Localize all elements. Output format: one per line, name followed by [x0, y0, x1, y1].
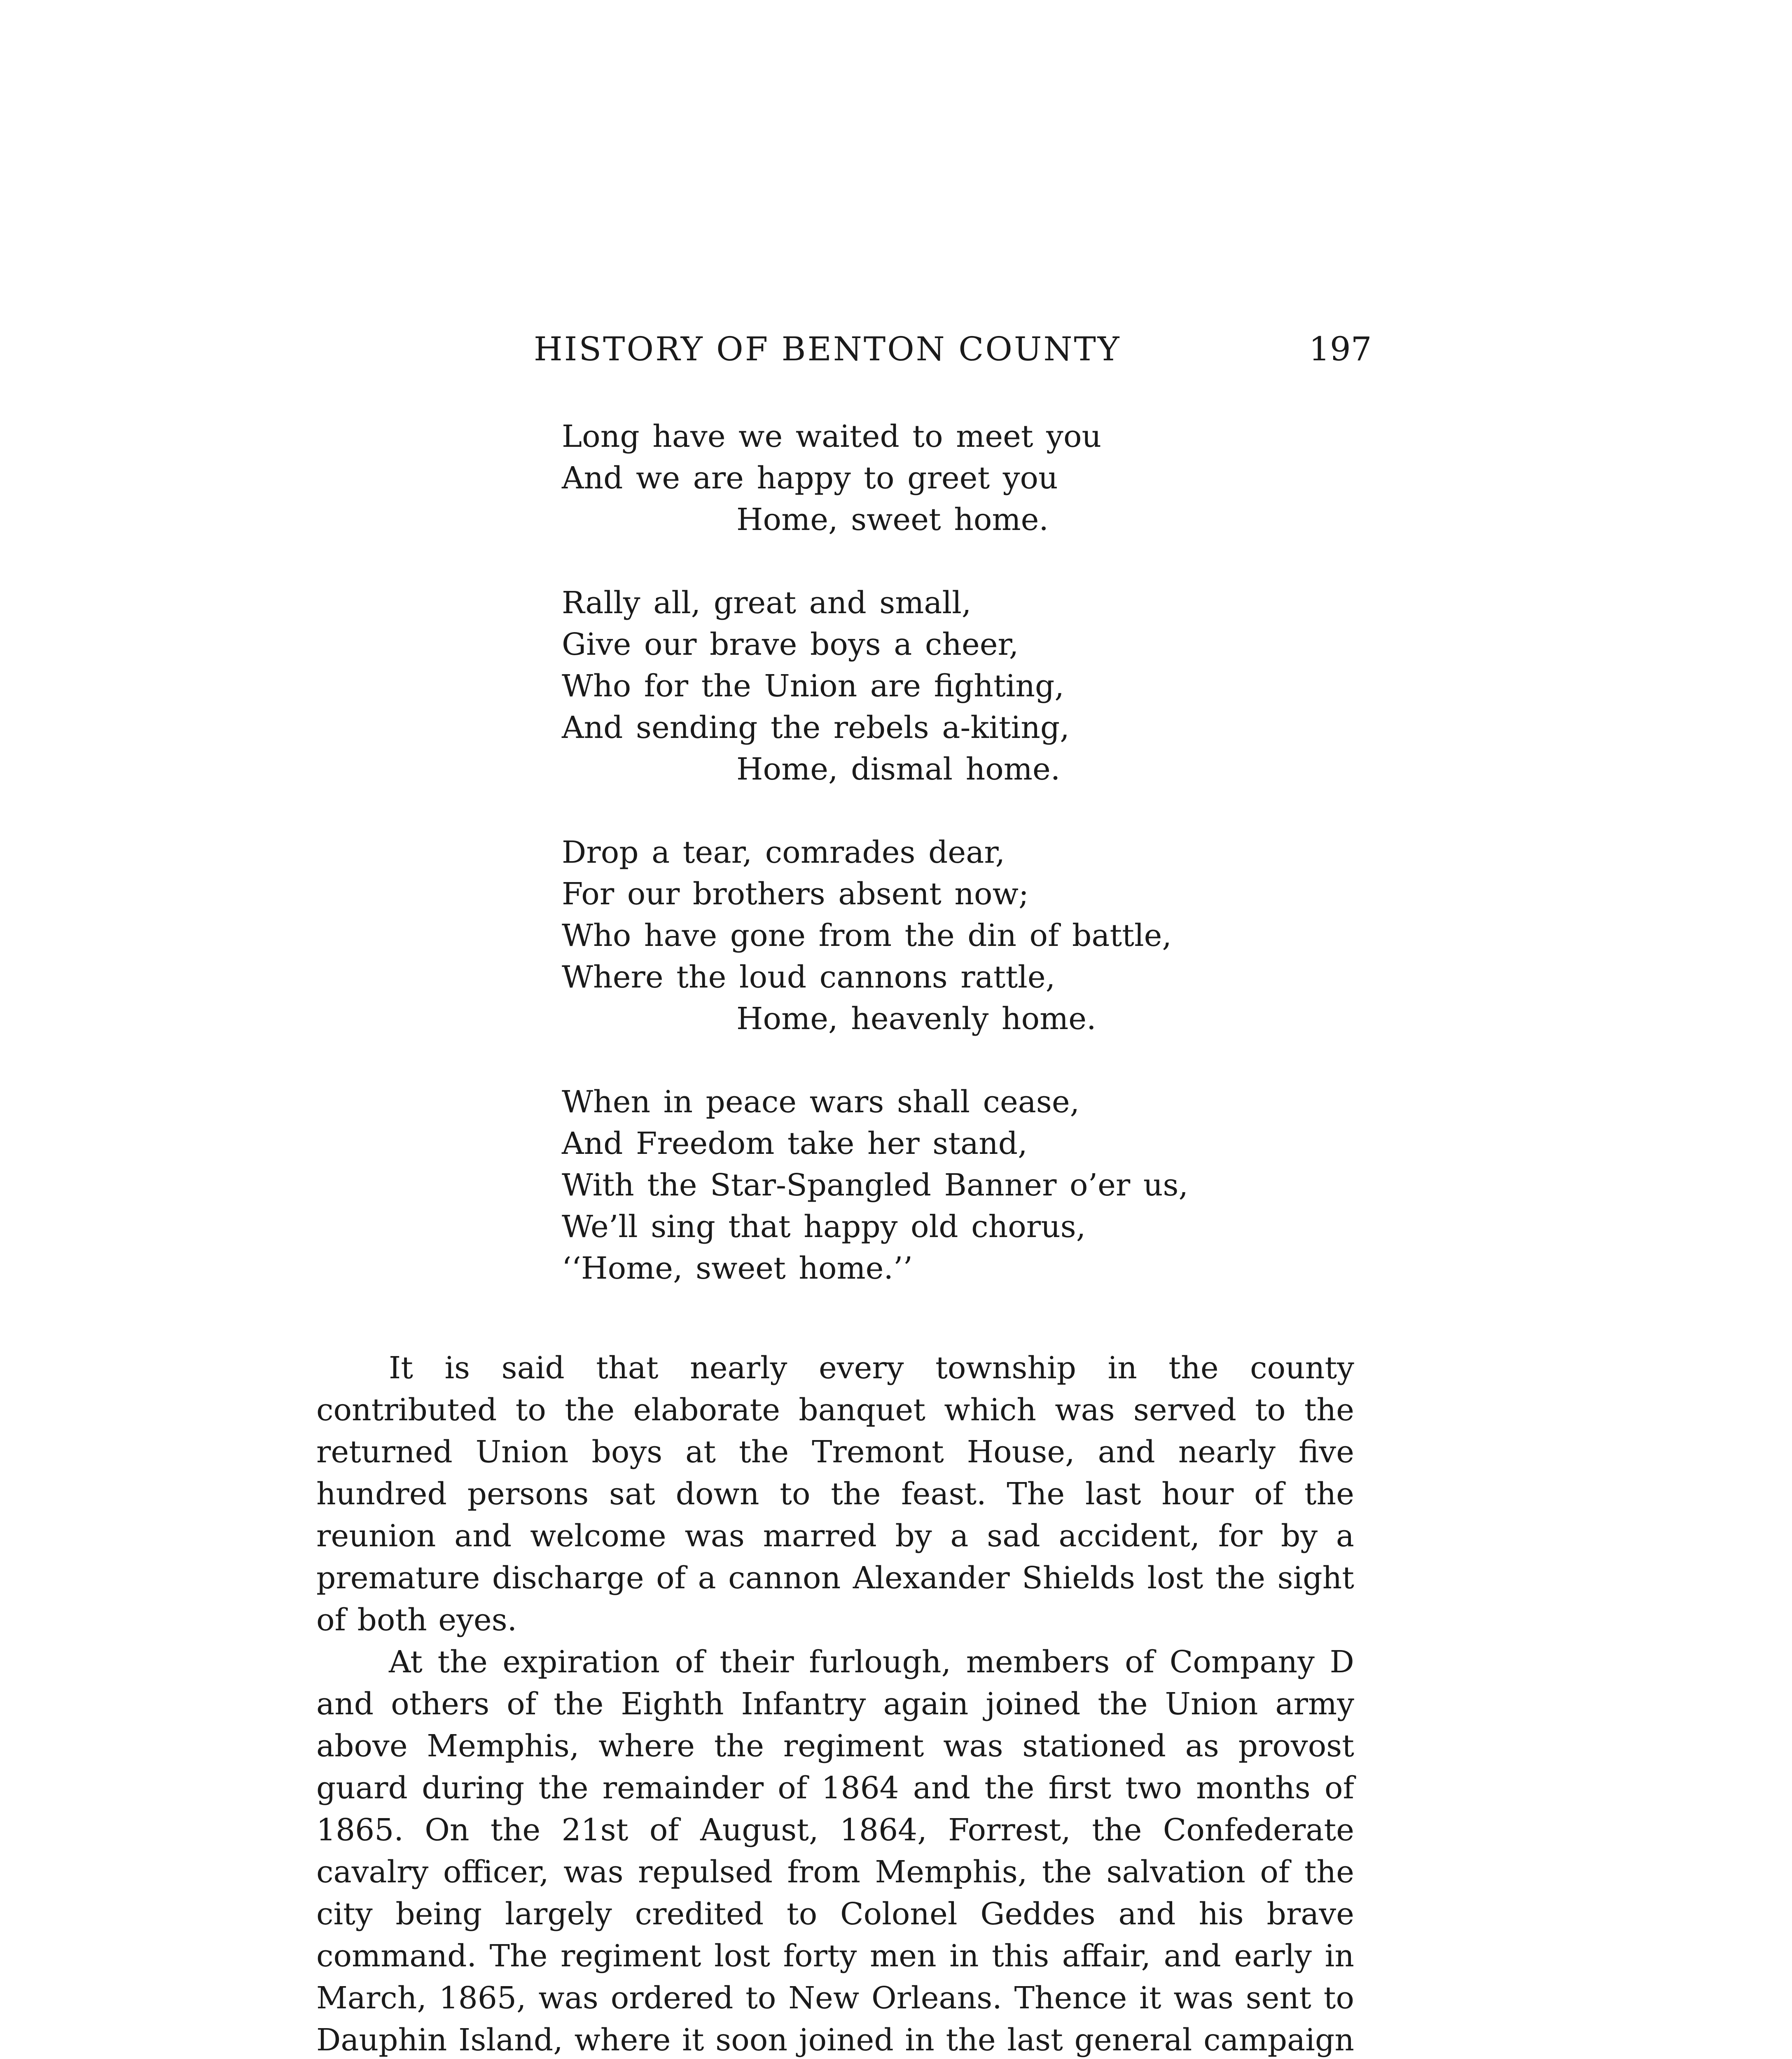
poem-line: We’ll sing that happy old chorus,	[562, 1209, 1086, 1244]
poem-line: Where the loud cannons rattle,	[562, 959, 1056, 995]
poem-line: With the Star-Spangled Banner o’er us,	[562, 1167, 1188, 1203]
paragraph-furlough: At the expiration of their furlough, members of Company D and others of the Eighth Infantry again joined the Union army above Memphis, where the regiment was stationed as provost guard during the remainder of 1864 and the first two months of 1865. On the 21st of August, 1864, Forrest, the Confederate cavalry officer, was repulsed from Memphis, the salvation of the city being largely credited to Colonel Geddes and his brave command. The regiment lost forty men in this affair, and early in March, 1865, was ordered to New Orleans. Thence it was sent to Dauphin Island, where it soon joined in the last general campaign	[316, 1644, 1354, 2058]
poem-line: Drop a tear, comrades dear,	[562, 835, 1005, 870]
poem-line: And Freedom take her stand,	[562, 1126, 1028, 1161]
poem-stanza	[562, 1081, 1385, 1289]
page-number: 197	[1309, 330, 1372, 368]
poem-refrain-line: Home, sweet home.	[736, 502, 1049, 537]
poem-line: When in peace wars shall cease,	[562, 1084, 1080, 1120]
poem-line: Long have we waited to meet you	[562, 419, 1102, 454]
poem-refrain-line: Home, heavenly home.	[736, 1001, 1096, 1037]
paragraph-banquet: It is said that nearly every township in the county contributed to the elaborate banquet which was served to the returned Union boys at the Tremont House, and nearly five hundred persons sat down to the feast. The last hour of the reunion and welcome was marred by a sad accident, for by a premature discharge of a cannon Alexander Shields lost the sight of both eyes.	[316, 1350, 1354, 1638]
poem-line: Rally all, great and small,	[562, 585, 972, 621]
poem-line: ‘‘Home, sweet home.’’	[562, 1251, 913, 1286]
running-head-title: HISTORY OF BENTON COUNTY	[534, 330, 1121, 368]
poem-line: For our brothers absent now;	[562, 876, 1029, 912]
poem-line: Give our brave boys a cheer,	[562, 627, 1019, 662]
poem	[562, 416, 1385, 1289]
poem-line: Who for the Union are fighting,	[562, 668, 1064, 704]
body-text	[316, 1347, 1354, 2059]
poem-refrain-line: Home, dismal home.	[736, 752, 1061, 787]
poem-stanza	[562, 832, 1385, 1040]
poem-line: Who have gone from the din of battle,	[562, 918, 1172, 953]
poem-line: And sending the rebels a-kiting,	[562, 710, 1070, 745]
poem-stanza	[562, 416, 1385, 541]
poem-line: And we are happy to greet you	[562, 460, 1058, 496]
poem-stanza	[562, 582, 1385, 790]
